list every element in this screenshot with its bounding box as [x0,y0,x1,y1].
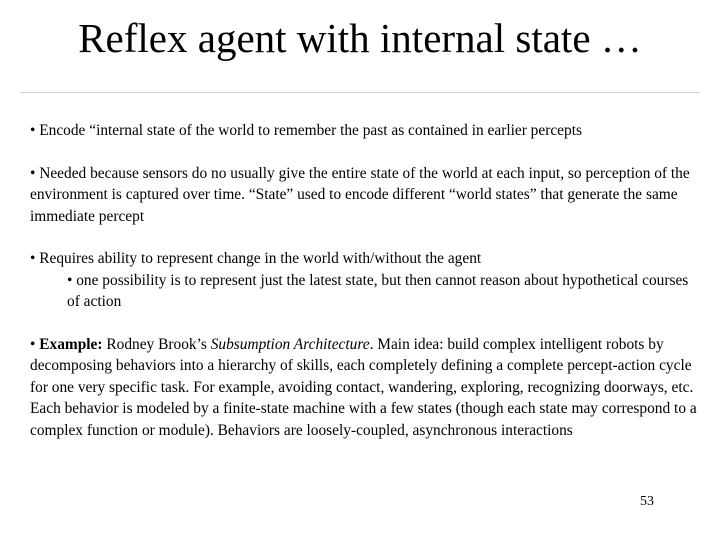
sub-bullet-latest-state: • one possibility is to represent just the latest state, but then cannot reason about hypothetical courses of action [67,271,689,310]
page-number: 53 [640,494,654,509]
title-divider [20,92,700,93]
bullet-internal-state: • Encode “internal state of the world to remember the past as contained in earlier percepts [30,122,582,139]
bullet-sensors: • Needed because sensors do no usually give the entire state of the world at each input, so perception of the environment is captured over time. “State” used to encode different “world states” that generate the same immediate percept [30,164,690,225]
example-text-part2: . Main idea: build complex intelligent robots by decomposing behaviors into a hierarchy of skills, each completely defining a complete percept-action cycle for one very specific task. For example, avoiding contact, wandering, exploring, recognizing doorways, etc. Each behavior is modeled by a finite-state machine with a few states (though each state may correspond to a complex function or module). Behaviors are loosely-coupled, asynchronous interactions [30,335,697,439]
bullet-example-marker: • [30,335,40,353]
subsumption-architecture-term: Subsumption Architecture [210,335,370,353]
example-label: Example: [39,335,103,353]
bullet-change-representation: • Requires ability to represent change in the world with/without the agent [30,250,482,267]
slide-title: Reflex agent with internal state … [78,15,642,61]
slide-body [30,120,700,462]
bullet-example [30,334,700,442]
example-text-part1: Rodney Brook’s [102,335,211,353]
